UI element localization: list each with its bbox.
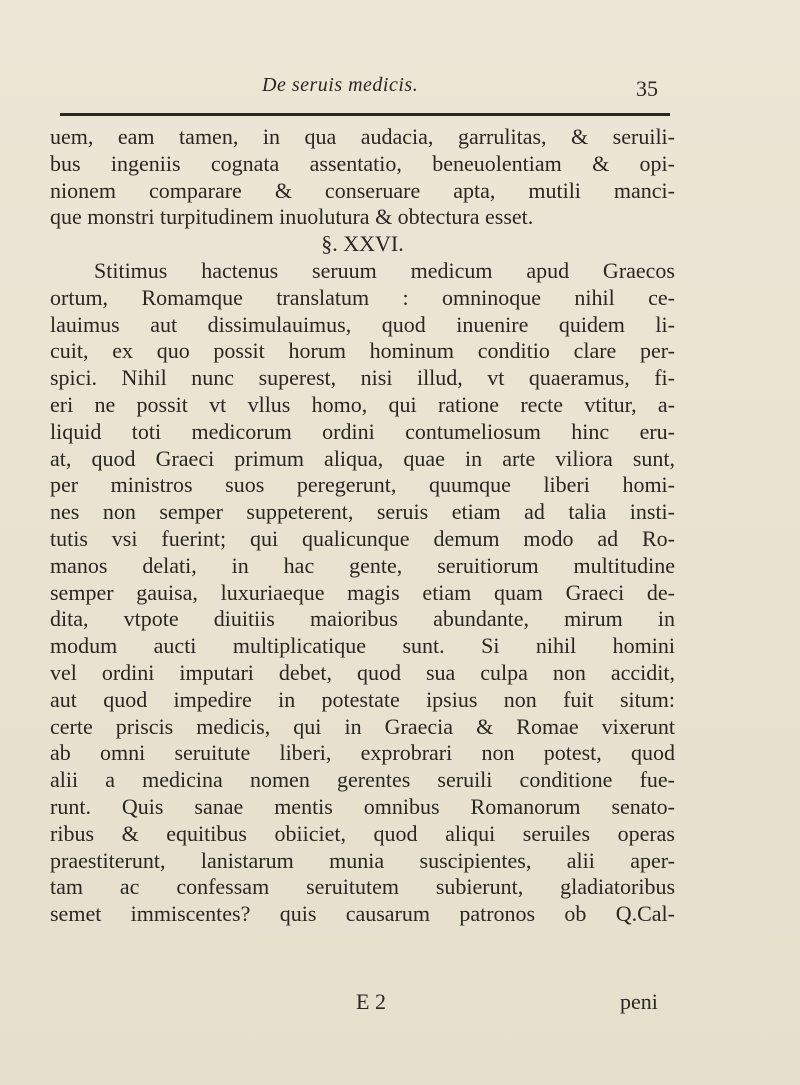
text-line: liquid toti medicorum ordini contumeliosum hinc eru- [50, 418, 675, 444]
text-line: nionem comparare & conseruare apta, mutili manci- [50, 177, 675, 203]
text-line: cuit, ex quo possit horum hominum conditio clare per- [50, 338, 675, 364]
text-line: eri ne possit vt vllus homo, qui ratione recte vtitur, a- [50, 391, 675, 417]
header-rule [60, 113, 670, 116]
text-line: que monstri turpitudinem inuolutura & obtectura esset. [50, 204, 534, 230]
body-text [50, 124, 675, 928]
signature-mark: E 2 [356, 989, 386, 1014]
text-line: certe priscis medicis, qui in Graecia & Romae vixerunt [50, 713, 675, 739]
text-line: bus ingeniis cognata assentatio, beneuolentiam & opi- [50, 150, 675, 176]
text-line: modum aucti multiplicatique sunt. Si nihil homini [50, 633, 675, 659]
text-line: ribus & equitibus obiiciet, quod aliqui seruiles operas [50, 820, 675, 846]
text-line: semet immiscentes? quis causarum patronos ob Q.Cal- [50, 901, 675, 927]
text-line: per ministros suos peregerunt, quumque liberi homi- [50, 472, 675, 498]
running-title: De seruis medicis. [262, 74, 419, 96]
text-line: at, quod Graeci primum aliqua, quae in arte viliora sunt, [50, 445, 675, 471]
text-line: runt. Quis sanae mentis omnibus Romanorum senato- [50, 793, 675, 819]
text-line: semper gauisa, luxuriaeque magis etiam quam Graeci de- [50, 579, 675, 605]
text-line: aut quod impedire in potestate ipsius non fuit situm: [50, 686, 675, 712]
page-footer [0, 989, 800, 1019]
catchword: peni [620, 989, 658, 1014]
text-line: uem, eam tamen, in qua audacia, garrulitas, & seruili- [50, 124, 675, 149]
text-line: tam ac confessam seruitutem subierunt, gladiatoribus [50, 874, 675, 900]
page-number: 35 [636, 76, 658, 101]
text-line: ortum, Romamque translatum : omninoque nihil ce- [50, 284, 675, 310]
text-line: praestiterunt, lanistarum munia suscipientes, alii aper- [50, 847, 675, 873]
text-line: vel ordini imputari debet, quod sua culpa non accidit, [50, 659, 675, 685]
text-line: lauimus aut dissimulauimus, quod inuenire quidem li- [50, 311, 675, 337]
text-line: tutis vsi fuerint; qui qualicunque demum modo ad Ro- [50, 525, 675, 551]
section-heading: §. XXVI. [321, 231, 404, 257]
text-line: nes non semper suppeterent, seruis etiam ad talia insti- [50, 499, 675, 525]
running-head [0, 74, 800, 104]
text-line: ab omni seruitute liberi, exprobrari non potest, quod [50, 740, 675, 766]
text-line: manos delati, in hac gente, seruitiorum multitudine [50, 552, 675, 578]
text-line: spici. Nihil nunc superest, nisi illud, vt quaeramus, fi- [50, 365, 675, 391]
text-line: alii a medicina nomen gerentes seruili conditione fue- [50, 767, 675, 793]
text-line: Stitimus hactenus seruum medicum apud Graecos [94, 257, 675, 283]
text-line: dita, vtpote diuitiis maioribus abundante, mirum in [50, 606, 675, 632]
